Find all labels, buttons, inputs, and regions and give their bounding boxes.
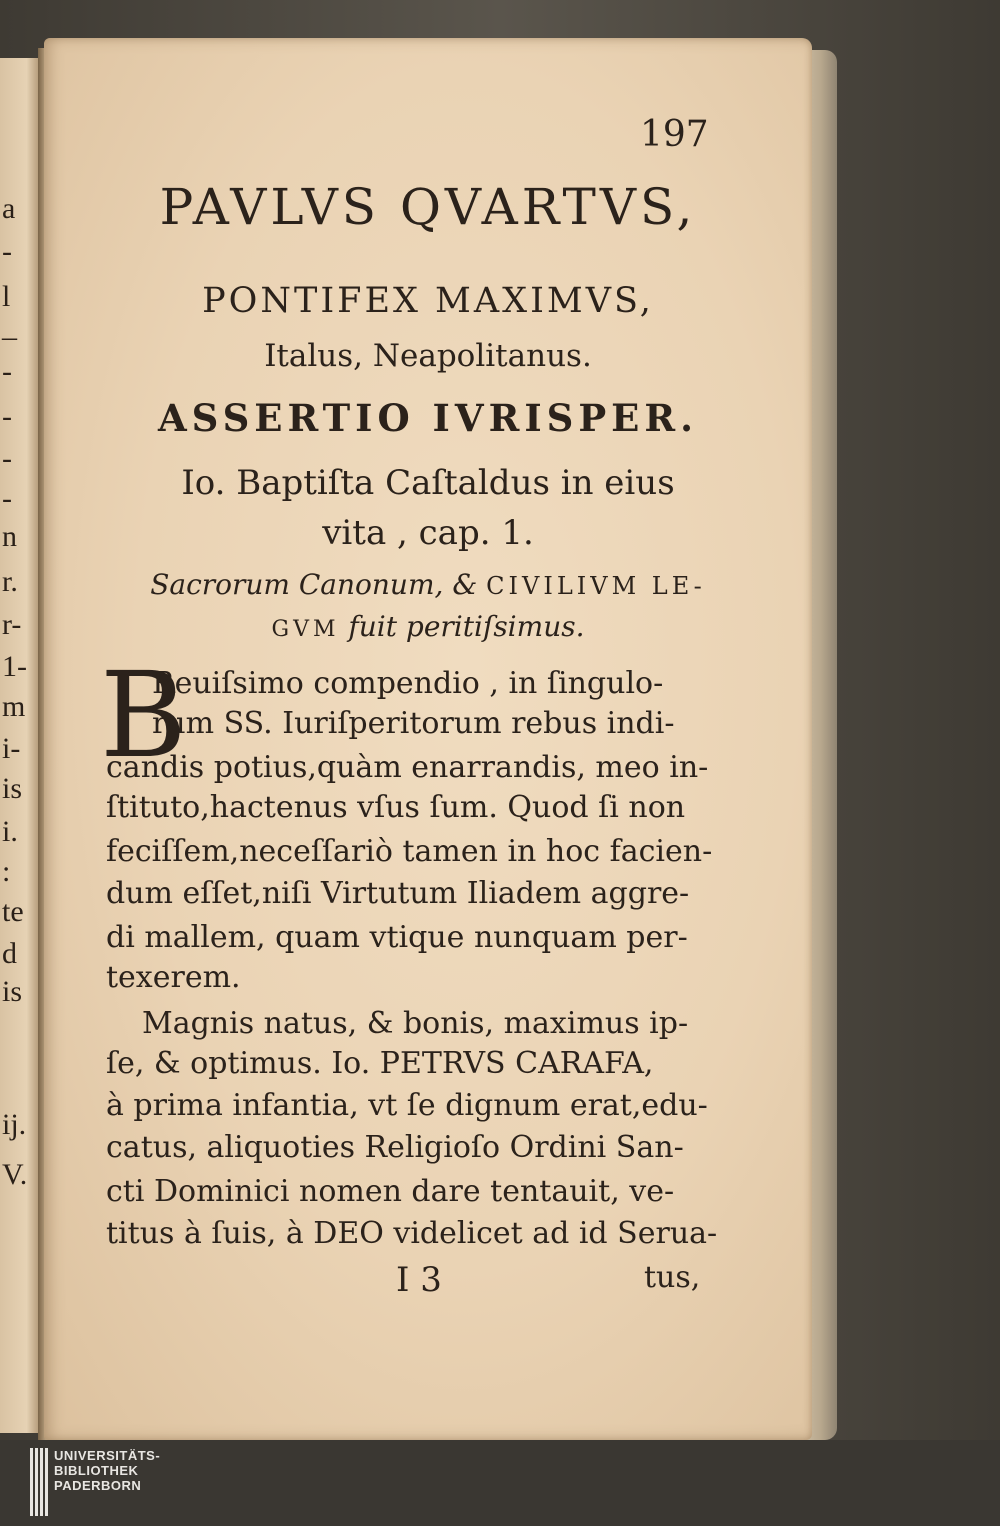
source-citation-line2: vita , cap. 1. [322, 513, 534, 553]
left-page-fragment: - [2, 482, 12, 515]
body-line: Reuiſsimo compendio , in ſingulo- [152, 666, 664, 701]
body-line: Magnis natus, & bonis, maximus ip- [142, 1006, 689, 1041]
left-page-fragment: : [2, 855, 11, 888]
book-page [44, 38, 812, 1440]
logo-line: UNIVERSITÄTS- [54, 1448, 161, 1463]
left-page-fragment: r. [2, 565, 18, 598]
left-page-fragment: - [2, 442, 12, 475]
body-line: texerem. [106, 960, 241, 995]
body-line: titus à ſuis, à DEO videlicet ad id Serua- [106, 1216, 718, 1251]
body-line: cti Dominici nomen dare tentauit, ve- [106, 1174, 675, 1209]
body-line: à prima infantia, vt ſe dignum erat,edu- [106, 1088, 708, 1123]
body-line: ſtituto,hactenus vſus ſum. Quod ſi non [106, 790, 686, 825]
page-number: 197 [640, 114, 709, 155]
heading-assertion: ASSERTIO IVRISPER. [157, 396, 699, 440]
quote-line2 [88, 610, 768, 643]
catchword: tus, [644, 1260, 701, 1295]
quote-line1 [88, 568, 768, 601]
left-page-fragment: _ [2, 310, 17, 343]
body-line: ſe, & optimus. Io. PETRVS CARAFA, [106, 1046, 654, 1081]
left-page-fragment: - [2, 235, 12, 268]
heading-title: PONTIFEX MAXIMVS, [202, 281, 654, 321]
left-page-fragment: is [2, 975, 23, 1008]
left-page-fragment: is [2, 772, 23, 805]
left-page-fragment: m [2, 690, 26, 723]
body-line: dum eſſet,niſi Virtutum Iliadem aggre- [106, 876, 690, 911]
left-page-fragment: ij. [2, 1108, 27, 1141]
body-line: rum SS. Iuriſperitorum rebus indi- [152, 706, 675, 741]
body-line: candis potius,quàm enarrandis, meo in- [106, 750, 709, 785]
library-logo-icon [30, 1448, 48, 1516]
heading-name: PAVLVS QVARTVS, [159, 178, 697, 236]
body-line: feciſſem,neceſſariò tamen in hoc facien- [106, 834, 713, 869]
quote-caps-part: GVM [271, 617, 340, 642]
source-citation-line1: Io. Baptiſta Caſtaldus in eius [181, 463, 675, 503]
logo-line: BIBLIOTHEK [54, 1463, 139, 1478]
signature-mark: I 3 [396, 1260, 442, 1300]
left-page-fragment: V. [2, 1158, 28, 1191]
left-page-fragment: i. [2, 815, 18, 848]
previous-page-edge [0, 58, 40, 1433]
heading-origin: Italus, Neapolitanus. [264, 338, 592, 374]
left-page-fragment: r- [2, 608, 22, 641]
left-page-fragment: - [2, 355, 12, 388]
drop-cap: B [100, 646, 187, 784]
body-line: catus, aliquoties Religioſo Ordini San- [106, 1130, 684, 1165]
left-page-fragment: n [2, 520, 17, 553]
quote-italic-part: Sacrorum Canonum, & [150, 568, 478, 601]
logo-line: PADERBORN [54, 1478, 142, 1493]
left-page-fragment: - [2, 400, 12, 433]
library-logo-text [54, 1448, 160, 1493]
left-page-fragment: d [2, 937, 17, 970]
body-line: di mallem, quam vtique nunquam per- [106, 920, 688, 955]
left-page-fragment: a [2, 192, 16, 225]
left-page-fragment: 1- [2, 650, 27, 683]
left-page-fragment: te [2, 895, 24, 928]
left-page-fragment: l [2, 280, 11, 313]
quote-caps-part: CIVILIVM LE- [486, 572, 706, 600]
quote-italic-part: fuit peritiſsimus. [348, 610, 585, 643]
left-page-fragment: i- [2, 732, 21, 765]
